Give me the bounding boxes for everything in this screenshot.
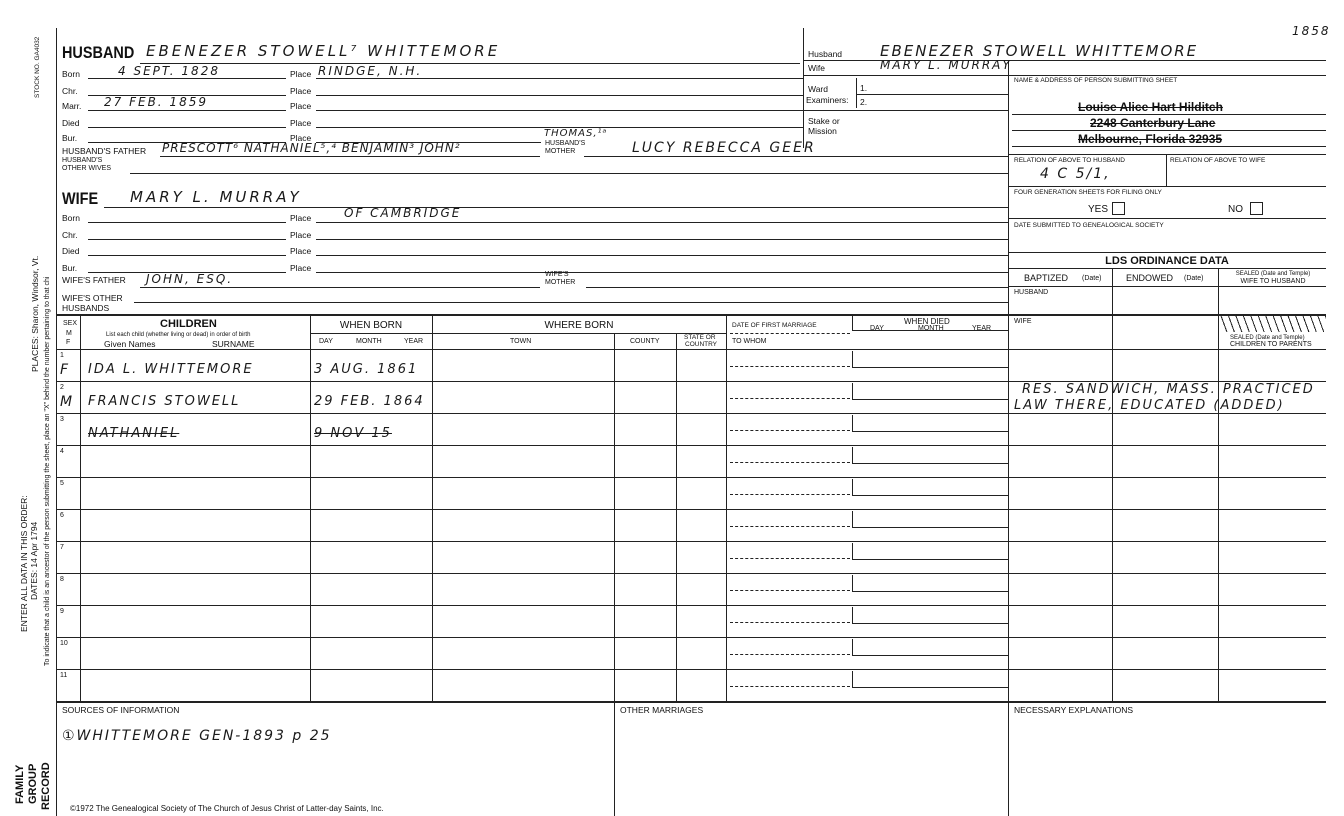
wife-born-place-label: Place xyxy=(290,213,312,223)
husband-marr-place-label: Place xyxy=(290,101,312,111)
form-title-family: FAMILY xyxy=(14,764,26,804)
rp-wife-label: Wife xyxy=(808,63,825,73)
examiner-1: 1. xyxy=(860,83,868,93)
husband-chr-place-label: Place xyxy=(290,86,312,96)
child-born: 3 AUG. 1861 xyxy=(314,362,419,377)
wife-died-label: Died xyxy=(62,246,80,256)
no-label: NO xyxy=(1228,204,1243,215)
husband-name: EBENEZER STOWELL⁷ WHITTEMORE xyxy=(146,42,501,60)
husband-marr-value: 27 FEB. 1859 xyxy=(104,95,208,109)
husband-bur-place-label: Place xyxy=(290,133,312,143)
lds-endowed: ENDOWED xyxy=(1126,273,1173,283)
husband-born-value: 4 SEPT. 1828 xyxy=(118,64,220,78)
four-gen-label: FOUR GENERATION SHEETS FOR FILING ONLY xyxy=(1014,189,1162,196)
sources-value: ①WHITTEMORE GEN-1893 p 25 xyxy=(62,728,332,744)
lds-baptized-date: (Date) xyxy=(1082,275,1102,282)
child-name: FRANCIS STOWELL xyxy=(88,394,241,409)
state-label-1: STATE OR xyxy=(684,334,716,341)
lds-title: LDS ORDINANCE DATA xyxy=(1105,255,1229,267)
first-marriage-label: DATE OF FIRST MARRIAGE xyxy=(732,322,817,329)
when-died-label: WHEN DIED xyxy=(904,317,950,326)
submitter-label: NAME & ADDRESS OF PERSON SUBMITTING SHEET xyxy=(1014,77,1178,84)
relation-husband-label: RELATION OF ABOVE TO HUSBAND xyxy=(1014,157,1125,164)
relation-husband-value: 4 C 5/1, xyxy=(1040,166,1111,182)
ward-label: Ward xyxy=(808,84,828,94)
children-subtitle: List each child (whether living or dead) in order of birth xyxy=(106,332,251,338)
wife-mother-label-1: WIFE'S xyxy=(545,271,569,278)
child-row-number: 10 xyxy=(60,640,68,647)
sex-f: F xyxy=(66,339,71,346)
died-year: YEAR xyxy=(972,325,992,332)
child-row-number: 5 xyxy=(60,480,64,487)
child-sex: M xyxy=(60,394,76,410)
explanations-label: NECESSARY EXPLANATIONS xyxy=(1014,705,1134,715)
relation-wife-label: RELATION OF ABOVE TO WIFE xyxy=(1170,157,1266,164)
lds-sealed-h-2: WIFE TO HUSBAND xyxy=(1240,278,1306,285)
rp-wife-value: MARY L. MURRAY xyxy=(880,58,1012,72)
children-title: CHILDREN xyxy=(160,318,217,330)
child-row-number: 11 xyxy=(60,672,68,679)
lds-husband: HUSBAND xyxy=(1014,289,1049,296)
husband-born-label: Born xyxy=(62,69,80,79)
form-title-group: GROUP xyxy=(27,763,39,804)
wife-bur-label: Bur. xyxy=(62,263,78,273)
husband-chr-label: Chr. xyxy=(62,86,78,96)
wife-chr-label: Chr. xyxy=(62,230,78,240)
copyright: ©1972 The Genealogical Society of The Church of Jesus Christ of Latter-day Saints, Inc. xyxy=(70,804,384,813)
child-row-number: 1 xyxy=(60,352,64,359)
sex-m: M xyxy=(66,330,72,337)
husband-other-wives-1: HUSBAND'S xyxy=(62,157,103,164)
husband-marr-label: Marr. xyxy=(62,101,82,111)
child-row-number: 4 xyxy=(60,448,64,455)
born-year: YEAR xyxy=(404,338,424,345)
wife-other-husbands-2: HUSBANDS xyxy=(62,303,110,313)
wife-father-value: JOHN, ESQ. xyxy=(146,272,234,286)
stock-number: STOCK NO. GA4032 xyxy=(34,36,41,98)
state-label-2: COUNTRY xyxy=(685,341,718,348)
examiners-label: Examiners: xyxy=(806,95,849,105)
child-row-number: 6 xyxy=(60,512,64,519)
wife-mother-label-2: MOTHER xyxy=(545,279,576,286)
husband-father-label: HUSBAND'S FATHER xyxy=(62,146,147,156)
wife-chr-place-label: Place xyxy=(290,230,312,240)
husband-heading: HUSBAND xyxy=(62,43,135,62)
mission-label: Mission xyxy=(808,126,837,136)
wife-heading: WIFE xyxy=(62,189,99,208)
other-marriages-label: OTHER MARRIAGES xyxy=(620,705,704,715)
child-row-number: 8 xyxy=(60,576,64,583)
child-row-number: 2 xyxy=(60,384,64,391)
wife-born-place: OF CAMBRIDGE xyxy=(344,206,462,220)
ancestor-instruction: To indicate that a child is an ancestor of the person submitting the sheet, place an "X" behind the number pertaining to that chi xyxy=(44,276,51,666)
town-label: TOWN xyxy=(510,338,532,345)
given-names-label: Given Names xyxy=(104,339,156,349)
husband-died-place-label: Place xyxy=(290,118,312,128)
to-whom-label: TO WHOM xyxy=(732,338,767,345)
lds-hatch xyxy=(1220,316,1326,332)
born-day: DAY xyxy=(319,338,333,345)
wife-died-place-label: Place xyxy=(290,246,312,256)
husband-mother-value: LUCY REBECCA GEER xyxy=(632,140,816,156)
wife-bur-place-label: Place xyxy=(290,263,312,273)
where-born-label: WHERE BORN xyxy=(544,320,614,331)
submitter-street: 2248 Canterbury Lane xyxy=(1090,116,1216,130)
wife-father-label: WIFE'S FATHER xyxy=(62,275,126,285)
lds-sealed-c-2: CHILDREN TO PARENTS xyxy=(1230,341,1312,348)
left-border xyxy=(56,28,57,816)
county-label: COUNTY xyxy=(630,338,660,345)
center-divider xyxy=(803,28,804,148)
submitter-name: Louise Alice Hart Hilditch xyxy=(1078,100,1223,114)
wife-born-label: Born xyxy=(62,213,80,223)
child-name: NATHANIEL xyxy=(88,426,180,441)
sources-label: SOURCES OF INFORMATION xyxy=(62,705,180,715)
lds-endowed-date: (Date) xyxy=(1184,275,1204,282)
child-sex: F xyxy=(60,362,72,378)
stake-label: Stake or xyxy=(808,116,840,126)
submitter-city: Melbourne, Florida 32935 xyxy=(1078,132,1223,146)
husband-born-place-label: Place xyxy=(290,69,312,79)
no-checkbox[interactable] xyxy=(1250,202,1263,215)
dates-note: DATES: 14 Apr 1794 xyxy=(29,521,39,600)
born-month: MONTH xyxy=(356,338,382,345)
child-born: 29 FEB. 1864 xyxy=(314,394,425,409)
child2-note-1: RES. SANDWICH, MASS. PRACTICED xyxy=(1022,382,1315,397)
examiner-2: 2. xyxy=(860,97,868,107)
child-born: 9 NOV 15 xyxy=(314,426,392,441)
enter-all-note: ENTER ALL DATA IN THIS ORDER: xyxy=(19,495,29,632)
year-note: 1858 xyxy=(1292,24,1331,38)
lds-sealed-h-1: SEALED (Date and Temple) xyxy=(1235,271,1311,277)
died-day: DAY xyxy=(870,325,884,332)
rp-husband-label: Husband xyxy=(808,49,843,59)
wife-other-husbands-1: WIFE'S OTHER xyxy=(62,293,123,303)
child-row-number: 3 xyxy=(60,416,64,423)
husband-bur-label: Bur. xyxy=(62,133,78,143)
husband-father-value: PRESCOTT⁶ NATHANIEL⁵,⁴ BENJAMIN³ JOHN² xyxy=(162,141,461,155)
yes-label: YES xyxy=(1088,204,1109,215)
when-born-label: WHEN BORN xyxy=(339,320,403,331)
husband-other-wives-2: OTHER WIVES xyxy=(62,165,112,172)
husband-mother-label-2: MOTHER xyxy=(545,148,576,155)
lds-wife: WIFE xyxy=(1014,318,1032,325)
child-name: IDA L. WHITTEMORE xyxy=(88,362,254,377)
yes-checkbox[interactable] xyxy=(1112,202,1125,215)
lds-sealed-c-1: SEALED (Date and Temple) xyxy=(1230,335,1305,341)
form-title-record: RECORD xyxy=(40,762,52,810)
child-row-number: 9 xyxy=(60,608,64,615)
wife-name: MARY L. MURRAY xyxy=(130,188,302,206)
child-row-number: 7 xyxy=(60,544,64,551)
husband-died-label: Died xyxy=(62,118,80,128)
husband-mother-label-1: HUSBAND'S xyxy=(545,140,586,147)
places-note: PLACES: Sharon, Windsor, Vt. xyxy=(30,255,40,372)
husband-born-place: RINDGE, N.H. xyxy=(318,64,423,78)
lds-baptized: BAPTIZED xyxy=(1024,273,1069,283)
rp-husband-value: EBENEZER STOWELL WHITTEMORE xyxy=(880,42,1199,60)
surname-label: SURNAME xyxy=(212,339,255,349)
died-month: MONTH xyxy=(918,325,944,332)
child2-note-2: LAW THERE, EDUCATED (ADDED) xyxy=(1014,398,1285,413)
sex-label: SEX xyxy=(63,320,78,327)
date-submitted-label: DATE SUBMITTED TO GENEALOGICAL SOCIETY xyxy=(1014,222,1164,229)
husband-father-extra: THOMAS,¹ᵃ xyxy=(544,128,608,139)
